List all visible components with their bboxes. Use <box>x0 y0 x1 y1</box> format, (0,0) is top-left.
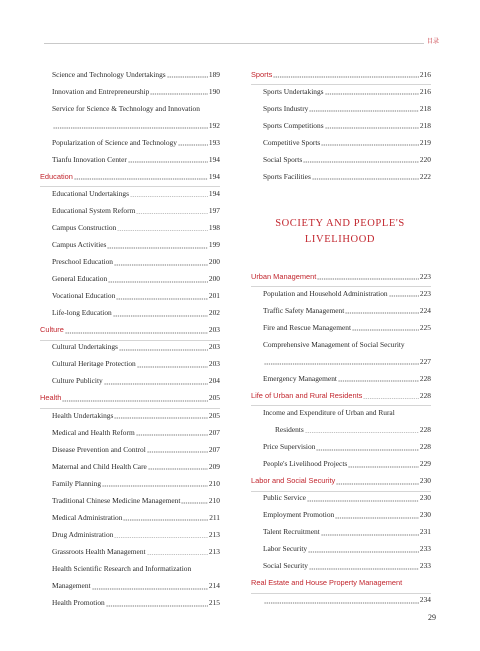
toc-entry <box>251 542 431 556</box>
toc-entry-label: Sports <box>251 69 273 79</box>
toc-entry-label: People's Livelihood Projects <box>263 459 348 469</box>
toc-entry-page: 213 <box>208 546 220 556</box>
dot-leader <box>137 360 208 368</box>
dot-leader <box>108 275 208 283</box>
dot-leader <box>325 121 419 129</box>
toc-category <box>251 67 431 81</box>
toc-entry-page: 198 <box>208 222 220 232</box>
toc-entry-page: 230 <box>419 510 431 520</box>
dot-leader <box>106 599 208 607</box>
toc-entry <box>251 457 431 471</box>
toc-entry-label: Medical Administration <box>52 512 123 522</box>
toc-entry-page: 224 <box>419 305 431 315</box>
toc-entry-label: Cultural Undertakings <box>52 342 118 352</box>
toc-entry <box>40 510 220 524</box>
toc-entry-label: Health Promotion <box>52 598 105 608</box>
toc-entry <box>40 255 220 269</box>
toc-entry <box>40 357 220 371</box>
toc-entry-page: 233 <box>419 561 431 571</box>
toc-entry <box>40 476 220 490</box>
toc-entry-page: 197 <box>208 205 220 215</box>
toc-entry <box>251 559 431 573</box>
dot-leader <box>264 596 419 604</box>
toc-entry <box>251 508 431 522</box>
dot-leader <box>147 547 208 555</box>
toc-entry <box>40 306 220 320</box>
toc-entry-label: Tianfu Innovation Center <box>52 154 127 164</box>
dot-leader <box>119 343 208 351</box>
dot-leader <box>92 582 208 590</box>
toc-entry <box>40 340 220 354</box>
dot-leader <box>136 428 208 436</box>
toc-entry-page: 234 <box>419 595 431 605</box>
toc-category <box>40 391 220 405</box>
toc-entry-label: Competitive Sports <box>263 137 321 147</box>
toc-entry <box>251 118 431 132</box>
toc-entry-page: 225 <box>419 322 431 332</box>
toc-entry-page: 215 <box>208 598 220 608</box>
toc-entry-label: Family Planning <box>52 478 102 488</box>
toc-entry-label: Fire and Rescue Management <box>263 322 352 332</box>
dot-leader <box>178 138 208 146</box>
toc-entry-label: Innovation and Entrepreneurship <box>52 86 150 96</box>
toc-entry <box>251 371 431 385</box>
toc-entry-label: Urban Management <box>251 271 317 281</box>
dot-leader <box>113 309 208 317</box>
toc-entry-label: Science and Technology Undertakings <box>52 69 166 79</box>
toc-entry-label: Preschool Education <box>52 257 113 267</box>
dot-leader <box>325 87 419 95</box>
section-heading: SOCIETY AND PEOPLE'S LIVELIHOOD <box>275 218 405 245</box>
toc-entry-label: Campus Activities <box>52 240 107 249</box>
dot-leader <box>148 462 208 470</box>
toc-entry-page: 220 <box>419 154 431 164</box>
toc-entry <box>40 272 220 286</box>
dot-leader <box>363 391 419 399</box>
toc-category <box>251 388 431 402</box>
toc-entry <box>251 320 431 334</box>
toc-entry-label: Cultural Heritage Protection <box>52 359 136 369</box>
toc-entry-page: 230 <box>419 493 431 503</box>
toc-entry-label: Social Security <box>263 561 308 571</box>
dot-leader <box>167 70 208 78</box>
toc-entry-page: 227 <box>419 356 431 366</box>
dot-leader <box>273 70 419 78</box>
toc-entry-label: Public Service <box>263 493 306 503</box>
toc-entry <box>40 596 220 610</box>
toc-entry-page: 203 <box>208 325 220 335</box>
toc-entry-label: Sports Undertakings <box>263 86 324 96</box>
toc-entry-label: Education <box>40 171 73 181</box>
toc-entry <box>251 152 431 166</box>
dot-leader <box>104 377 208 385</box>
toc-entry-page: 204 <box>208 376 220 386</box>
toc-entry-label: Maternal and Child Health Care <box>52 461 147 471</box>
toc-entry-page: 203 <box>208 359 220 369</box>
toc-entry-page: 194 <box>208 171 220 181</box>
dot-leader <box>309 562 419 570</box>
toc-entry-label: Comprehensive Management of Social Security <box>263 339 405 349</box>
toc-entry-label: Traffic Safety Management <box>263 305 345 315</box>
dot-leader <box>74 172 208 180</box>
toc-entry-label: Disease Prevention and Control <box>52 444 146 454</box>
toc-entry-label: Real Estate and House Property Management <box>251 578 403 588</box>
toc-entry-label: Vocational Education <box>52 291 116 301</box>
toc-entry <box>40 67 220 81</box>
dot-leader <box>123 513 208 521</box>
toc-entry-page: 223 <box>419 271 431 281</box>
toc-entry-label: Life of Urban and Rural Residents <box>251 390 363 400</box>
dot-leader <box>62 394 208 402</box>
toc-entry-label: Price Supervision <box>263 442 316 451</box>
dot-leader <box>116 292 208 300</box>
toc-entry-page: 228 <box>419 373 431 383</box>
toc-entry <box>40 374 220 388</box>
toc-entry-page: 210 <box>208 495 220 505</box>
dot-leader <box>389 289 419 297</box>
header-rule <box>44 43 424 44</box>
toc-entry <box>251 491 431 505</box>
toc-entry-page: 213 <box>208 529 220 539</box>
toc-entry-page: 218 <box>419 103 431 113</box>
toc-entry-page: 199 <box>208 240 220 249</box>
toc-entry-page: 222 <box>419 171 431 181</box>
page-number: 29 <box>428 613 436 622</box>
dot-leader <box>114 530 208 538</box>
dot-leader <box>345 306 419 314</box>
toc-entry <box>40 238 220 252</box>
toc-entry <box>40 101 220 115</box>
toc-entry <box>251 101 431 115</box>
toc-category <box>40 323 220 337</box>
toc-entry-page: 202 <box>208 308 220 318</box>
toc-entry <box>251 286 431 300</box>
toc-entry-page: 216 <box>419 69 431 79</box>
toc-entry-label: Health <box>40 393 62 403</box>
dot-leader <box>303 155 419 163</box>
toc-entry-label: Talent Recruitment <box>263 527 320 537</box>
dot-leader <box>114 411 208 419</box>
toc-entry-page: 205 <box>208 393 220 403</box>
toc-entry-label: Medical and Health Reform <box>52 427 135 437</box>
dot-leader <box>114 258 208 266</box>
dot-leader <box>264 357 419 365</box>
toc-entry-page: 219 <box>419 137 431 147</box>
dot-leader <box>102 479 208 487</box>
toc-entry-label: Life-long Education <box>52 308 112 318</box>
toc-entry-page: 201 <box>208 291 220 301</box>
toc-entry <box>40 527 220 541</box>
toc-entry <box>251 84 431 98</box>
toc-entry <box>251 354 431 368</box>
toc-entry-page: 207 <box>208 444 220 454</box>
toc-entry-page: 228 <box>419 390 431 400</box>
toc-entry-label: Drug Administration <box>52 529 114 539</box>
dot-leader <box>336 477 419 485</box>
toc-entry <box>40 186 220 200</box>
dot-leader <box>352 323 419 331</box>
toc-entry-page: 229 <box>419 459 431 469</box>
toc-entry-label: Labor Security <box>263 544 308 554</box>
toc-entry-label: Emergency Management <box>263 373 337 383</box>
toc-entry <box>251 337 431 351</box>
dot-leader <box>321 528 419 536</box>
dot-leader <box>348 460 419 468</box>
toc-entry <box>251 135 431 149</box>
toc-entry-label: Sports Industry <box>263 103 309 113</box>
toc-entry <box>40 579 220 593</box>
dot-leader <box>338 374 419 382</box>
toc-entry <box>251 440 431 454</box>
toc-entry-page: 200 <box>208 274 220 284</box>
toc-entry-label: Educational System Reform <box>52 205 136 215</box>
toc-entry-page: 192 <box>208 120 220 130</box>
toc-entry <box>40 203 220 217</box>
toc-entry-label: Traditional Chinese Medicine Management <box>52 495 181 505</box>
dot-leader <box>316 443 419 451</box>
toc-entry-label: Educational Undertakings <box>52 188 129 198</box>
toc-entry-label: Population and Household Administration <box>263 288 388 298</box>
toc-entry-label: Employment Promotion <box>263 510 335 520</box>
section-tag: 目录 <box>427 39 440 45</box>
toc-entry-label: Service for Science & Technology and Innovation <box>52 103 200 113</box>
toc-entry <box>40 152 220 166</box>
toc-category <box>251 576 431 590</box>
toc-entry <box>40 289 220 303</box>
toc-entry-label: Culture Publicity <box>52 376 103 386</box>
toc-entry-page: 216 <box>419 86 431 96</box>
dot-leader <box>117 223 208 231</box>
dot-leader <box>128 155 208 163</box>
toc-entry-page: 205 <box>208 410 220 420</box>
toc-entry-label: Labor and Social Security <box>251 476 336 486</box>
toc-entry <box>40 408 220 422</box>
toc-entry-page: 211 <box>209 512 220 522</box>
toc-entry-page: 228 <box>419 442 431 451</box>
toc-entry-page: 233 <box>419 544 431 554</box>
toc-entry-page: 218 <box>419 120 431 130</box>
dot-leader <box>321 138 419 146</box>
toc-entry-page: 193 <box>208 137 220 147</box>
dot-leader <box>181 496 207 504</box>
dot-leader <box>150 87 208 95</box>
toc-entry-label: Popularization of Science and Technology <box>52 137 177 147</box>
toc-entry-label: Income and Expenditure of Urban and Rural <box>263 407 395 417</box>
toc-entry <box>251 405 431 419</box>
toc-entry <box>251 593 431 607</box>
toc-entry <box>251 303 431 317</box>
toc-entry-page: 190 <box>208 86 220 96</box>
dot-leader <box>308 545 419 553</box>
toc-entry <box>40 118 220 132</box>
toc-entry-label: Health Undertakings <box>52 410 114 420</box>
dot-leader <box>136 206 208 214</box>
toc-entry <box>251 422 431 436</box>
dot-leader <box>307 494 419 502</box>
toc-entry-label: Culture <box>40 325 64 335</box>
toc-entry-label: Grassroots Health Management <box>52 546 146 556</box>
toc-entry-page: 214 <box>208 581 220 590</box>
toc-entry-page: 228 <box>419 424 431 434</box>
toc-entry-page: 223 <box>419 288 431 298</box>
toc-entry <box>40 442 220 456</box>
toc-entry-label: Health Scientific Research and Informatization <box>52 563 192 573</box>
toc-entry <box>40 84 220 98</box>
toc-entry-page: 209 <box>208 461 220 471</box>
dot-leader <box>335 511 419 519</box>
toc-category <box>251 474 431 488</box>
toc-entry-page: 210 <box>208 478 220 488</box>
toc-entry <box>251 169 431 183</box>
toc-entry-label: Residents <box>275 424 304 434</box>
toc-entry-page: 189 <box>208 69 220 79</box>
toc-entry <box>40 493 220 507</box>
toc-entry-page: 231 <box>419 527 431 537</box>
toc-entry <box>40 561 220 575</box>
dot-leader <box>312 172 419 180</box>
toc-entry-page: 203 <box>208 342 220 352</box>
dot-leader <box>53 121 208 129</box>
toc-entry-label: Social Sports <box>263 154 303 164</box>
toc-entry-page: 207 <box>208 427 220 437</box>
dot-leader <box>65 326 208 334</box>
toc-entry-label: Management <box>52 581 91 590</box>
dot-leader <box>147 445 208 453</box>
toc-entry-page: 230 <box>419 476 431 486</box>
toc-entry-label: Sports Facilities <box>263 171 311 181</box>
dot-leader <box>317 272 419 280</box>
toc-entry <box>40 220 220 234</box>
dot-leader <box>305 425 419 433</box>
toc-entry <box>40 544 220 558</box>
toc-entry-page: 200 <box>208 257 220 267</box>
toc-category <box>251 269 431 283</box>
toc-entry-page: 194 <box>208 188 220 198</box>
toc-entry-label: Sports Competitions <box>263 120 324 130</box>
toc-entry <box>40 425 220 439</box>
dot-leader <box>309 104 419 112</box>
toc-category <box>40 169 220 183</box>
toc-entry <box>251 525 431 539</box>
toc-entry-label: Campus Construction <box>52 222 117 232</box>
toc-entry <box>40 135 220 149</box>
toc-entry <box>40 459 220 473</box>
toc-entry-label: General Education <box>52 274 108 284</box>
toc-entry-page: 194 <box>208 154 220 164</box>
dot-leader <box>107 241 208 249</box>
dot-leader <box>130 189 208 197</box>
